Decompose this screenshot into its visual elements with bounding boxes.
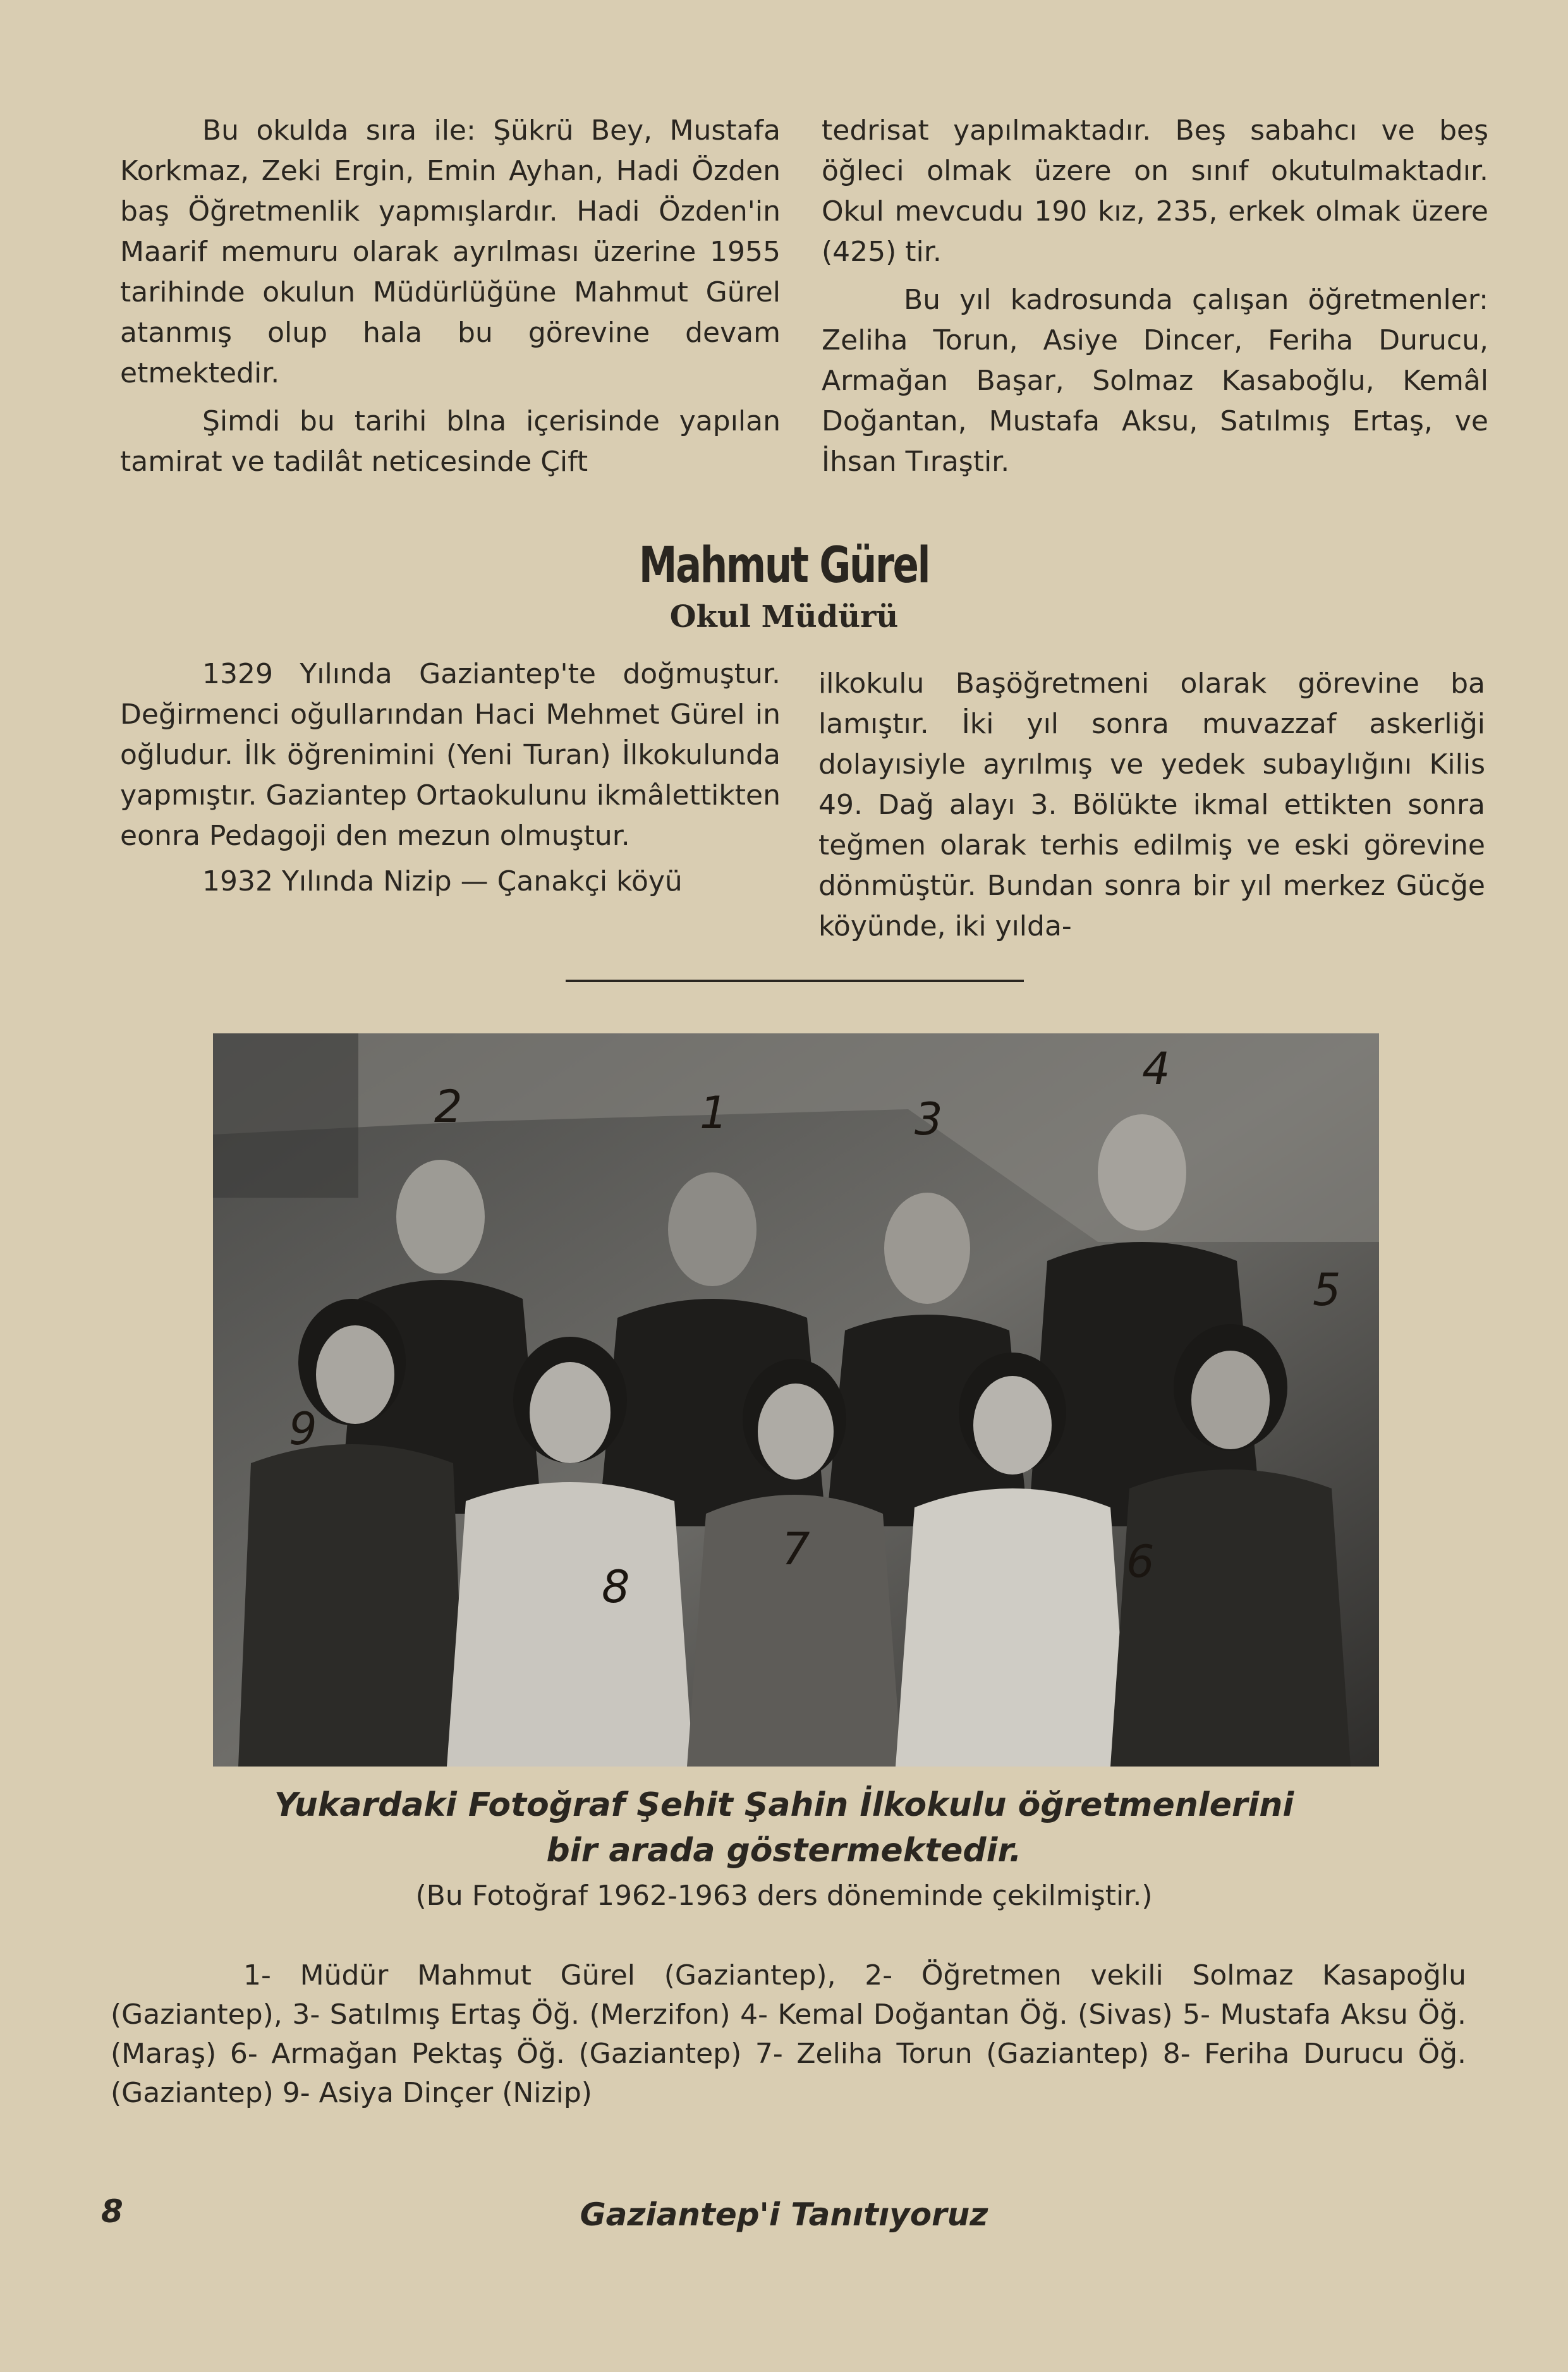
middle-left-column xyxy=(120,654,781,902)
photo-number-7: 7 xyxy=(782,1523,810,1575)
middle-left-paragraph-1: 1329 Yılında Gaziantep'te doğmuştur. Değirmenci oğullarından Haci Mehmet Gürel in oğludur. İlk öğrenimini (Yeni Turan) İlkokulunda yapmıştır. Gaziantep Ortaokulunu ikmâlettikten eonra Pedagoji den mezun olmuştur. xyxy=(120,658,781,852)
photo-caption-line-2: bir arada göstermektedir. xyxy=(546,1832,1022,1870)
photo-number-1: 1 xyxy=(700,1087,728,1139)
divider-rule xyxy=(566,980,1024,982)
publication-footer: Gaziantep'i Tanıtıyoruz xyxy=(580,2196,988,2233)
photo-number-3: 3 xyxy=(915,1093,943,1145)
middle-right-paragraph-1: ilkokulu Başöğretmeni olarak görevine ba lamıştır. İki yıl sonra muvazzaf askerliği dolayısiyle ayrılmış ve yedek subaylığını Kilis 49. Dağ alayı 3. Bölükte ikmal ettikten sonra teğmen olarak terhis edilmiş ve eski görevine dönmüştür. Bundan sonra bir yıl merkez Gücğe köyünde, iki yılda- xyxy=(818,667,1485,942)
top-left-paragraph-2: Şimdi bu tarihi blna içerisinde yapılan tamirat ve tadilât neticesinde Çift xyxy=(120,405,781,478)
photo-number-8: 8 xyxy=(602,1561,630,1613)
middle-left-paragraph-2: 1932 Yılında Nizip — Çanakçi köyü xyxy=(202,865,683,897)
top-left-column xyxy=(120,111,781,482)
teachers-group-photo xyxy=(213,1033,1379,1767)
top-right-column xyxy=(822,111,1488,482)
top-right-paragraph-1: tedrisat yapılmaktadır. Beş sabahcı ve beş öğleci olmak üzere on sınıf okutulmaktadır. Okul mevcudu 190 kız, 235, erkek olmak üzere (425) tir. xyxy=(822,114,1488,268)
section-subtitle: Okul Müdürü xyxy=(669,599,899,635)
photo-date-note: (Bu Fotoğraf 1962-1963 ders döneminde çekilmiştir.) xyxy=(415,1880,1153,1912)
photo-number-6: 6 xyxy=(1126,1536,1155,1588)
photo-caption-line-1: Yukardaki Fotoğraf Şehit Şahin İlkokulu öğretmenlerini xyxy=(274,1786,1294,1824)
photo-legend: 1- Müdür Mahmut Gürel (Gaziantep), 2- Öğretmen vekili Solmaz Kasapoğlu (Gaziantep), 3- Satılmış Ertaş Öğ. (Merzifon) 4- Kemal Doğantan Öğ. (Sivas) 5- Mustafa Aksu Öğ. (Maraş) 6- Armağan Pektaş Öğ. (Gaziantep) 7- Zeliha Torun (Gaziantep) 8- Feriha Durucu Öğ. (Gaziantep) 9- Asiya Dinçer (Nizip) xyxy=(111,1959,1466,2109)
photo-number-9: 9 xyxy=(289,1403,317,1455)
middle-right-column xyxy=(818,664,1485,947)
top-right-paragraph-2: Bu yıl kadrosunda çalışan öğretmenler: Zeliha Torun, Asiye Dincer, Feriha Durucu, Armağan Başar, Solmaz Kasaboğlu, Kemâl Doğantan, Mustafa Aksu, Satılmış Ertaş, ve İhsan Tıraştir. xyxy=(822,284,1488,478)
page-number: 8 xyxy=(101,2193,123,2230)
top-left-paragraph-1: Bu okulda sıra ile: Şükrü Bey, Mustafa Korkmaz, Zeki Ergin, Emin Ayhan, Hadi Özden baş Öğretmenlik yapmışlardır. Hadi Özden'in Maarif memuru olarak ayrılması üzerine 1955 tarihinde okulun Müdürlüğüne Mahmut Gürel atanmış olup hala bu görevine devam etmektedir. xyxy=(120,114,781,389)
section-title: Mahmut Gürel xyxy=(638,537,930,594)
photo-caption xyxy=(0,1782,1568,1873)
photo-number-2: 2 xyxy=(434,1081,463,1133)
photo-number-4: 4 xyxy=(1142,1043,1170,1095)
photo-number-5: 5 xyxy=(1313,1264,1341,1316)
